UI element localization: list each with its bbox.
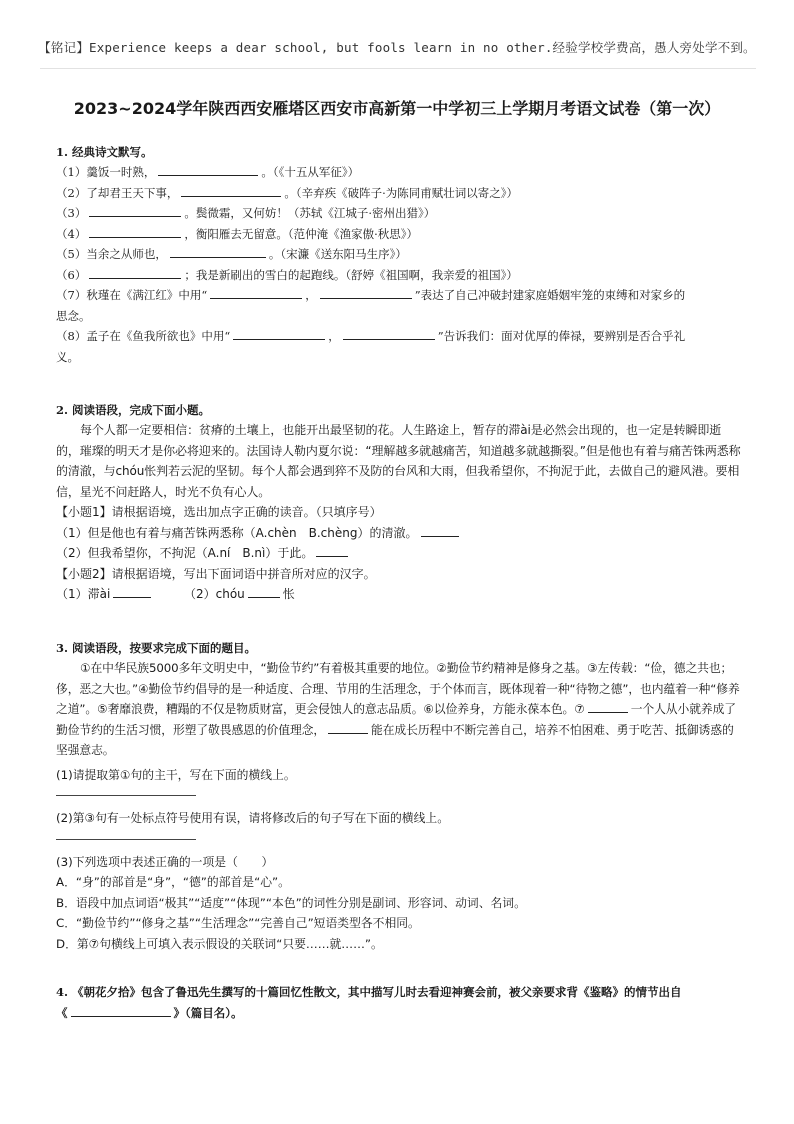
q1-item-3-suffix: 。鬓微霜，又何妨！（苏轼《江城子·密州出猎》） [184, 206, 436, 220]
q2-sub2-item-2-text: （2）chóu [183, 587, 245, 601]
q4-answer-line [56, 1003, 742, 1024]
q3-part-1-answer-line[interactable] [56, 789, 196, 796]
q1-item-8-blank-a[interactable] [233, 326, 325, 340]
q1-item-2-blank[interactable] [181, 183, 281, 197]
q2-subquestion-2: 【小题2】请根据语境，写出下面词语中拼音所对应的汉字。 [56, 566, 376, 581]
q3-passage-blank-2[interactable] [328, 720, 368, 734]
q2-sub2-item-2-blank[interactable] [248, 584, 280, 598]
q1-item-6-blank[interactable] [89, 265, 181, 279]
q2-reading-passage: 每个人都一定要相信：贫瘠的土壤上，也能开出最坚韧的花。人生路途上，暂存的滞ài是必然会出现的，也一定是转瞬即逝的，璀璨的明天才是你必将迎来的。法国诗人勒内夏尔说：“理解越多就越痛苦，知道越多就越撕裂。”但是他也有着与痛苦铢两悉称的清澈，与chóu怅判若云泥的坚韧。每个人都会遇到猝不及防的台风和大雨，但我希望你，不拘泥于此，去做自己的避风港。要相信，星光不问赶路人，时光不负有心人。 [56, 423, 741, 499]
q2-subquestion-1: 【小题1】请根据语境，选出加点字正确的读音。（只填序号） [56, 505, 382, 519]
q3-part-3: (3)下列选项中表述正确的一项是（ ） [56, 854, 274, 869]
question-1-heading: 1. 经典诗文默写。 [56, 145, 153, 159]
q1-item-5 [56, 244, 742, 265]
q3-part-2-answer-line[interactable] [56, 833, 196, 840]
q1-item-8-suffix: ”告诉我们：面对优厚的俸禄，要辨别是否合乎礼 [437, 329, 686, 343]
question-2-heading: 2. 阅读语段，完成下面小题。 [56, 403, 211, 417]
question-3-heading: 3. 阅读语段，按要求完成下面的题目。 [56, 641, 257, 655]
q1-item-5-prefix: （5）当余之从师也， [56, 247, 167, 261]
q1-item-4 [56, 224, 742, 245]
q1-item-8-blank-b[interactable] [343, 326, 435, 340]
q1-item-8-continued: 义。 [56, 349, 79, 364]
question-2 [56, 400, 742, 605]
q2-sub2-item-1-text: （1）滞ài [56, 587, 111, 601]
q1-item-7-prefix: （7）秋瑾在《满江红》中用“ [56, 288, 208, 302]
q1-item-7-suffix: ”表达了自己冲破封建家庭婚姻牢笼的束缚和对家乡的 [414, 288, 686, 302]
q1-item-2 [56, 183, 742, 204]
q1-item-7-blank-b[interactable] [320, 285, 412, 299]
q3-option-c: C．“勤俭节约”“修身之基”“生活理念”“完善自己”短语类型各不相同。 [56, 916, 420, 930]
q2-sub1-item-2-text: （2）但我希望你，不拘泥（A.ní B.nì）于此。 [56, 546, 314, 560]
q1-item-6-prefix: （6） [56, 267, 87, 282]
q3-part-2: (2)第③句有一处标点符号使用有误，请将修改后的句子写在下面的横线上。 [56, 811, 449, 825]
q2-sub2-item-1-blank[interactable] [113, 584, 151, 598]
q1-item-7-comma: ， [305, 288, 317, 302]
q1-item-7-blank-a[interactable] [210, 285, 302, 299]
q1-item-5-blank[interactable] [170, 244, 266, 258]
q1-item-8-comma: ， [328, 329, 340, 343]
q2-sub2-item-2-suffix: 怅 [282, 587, 295, 601]
q3-passage-part-c: 能在成长历程中不断完善自己，培养不怕困难、勇于吃苦、抵御诱惑的坚强意志。 [56, 722, 734, 757]
header-divider [40, 68, 756, 69]
q3-passage-part-b: 一个人从小就养成了勤俭节约的生活习惯，形塑了敬畏感恩的价值理念， [56, 702, 736, 737]
q3-option-a: A．“身”的部首是“身”，“德”的部首是“心”。 [56, 875, 290, 889]
q2-sub1-item-1-text: （1）但是他也有着与痛苦铢两悉称（A.chèn B.chèng）的清澈。 [56, 525, 418, 540]
q1-item-3-blank[interactable] [89, 203, 181, 217]
q3-option-b: B．语段中加点词语“极其”“适度”“体现”“本色”的词性分别是副词、形容词、动词、名词。 [56, 895, 526, 910]
q1-item-5-suffix: 。（宋濂《送东阳马生序》） [268, 247, 407, 261]
q1-item-1-prefix: （1）羹饭一时熟， [56, 165, 156, 179]
q3-passage-blank-1[interactable] [588, 699, 628, 713]
page-title: 2023~2024学年陕西西安雁塔区西安市高新第一中学初三上学期月考语文试卷（第一次） [73, 99, 721, 118]
question-1 [56, 142, 742, 367]
q1-item-4-blank[interactable] [89, 224, 181, 238]
q1-item-4-prefix: （4） [56, 226, 87, 241]
q1-item-4-suffix: ，衡阳雁去无留意。（范仲淹《渔家傲·秋思》） [184, 226, 418, 241]
q1-item-8-prefix: （8）孟子在《鱼我所欲也》中用“ [56, 329, 231, 343]
question-4 [56, 982, 742, 1023]
q2-sub1-item-2 [56, 543, 742, 564]
question-3 [56, 638, 742, 954]
q1-item-3 [56, 203, 742, 224]
q3-reading-passage [56, 658, 742, 761]
q1-item-1-blank[interactable] [158, 162, 258, 176]
q1-item-1 [56, 162, 742, 183]
q2-sub2-items [56, 584, 742, 605]
q1-item-6-suffix: ；我是新刷出的雪白的起跑线。（舒婷《祖国啊，我亲爱的祖国》） [184, 267, 518, 282]
q1-item-7 [56, 285, 742, 306]
q1-item-7-continued: 思念。 [56, 308, 91, 323]
q1-item-2-suffix: 。（辛弃疾《破阵子·为陈同甫赋壮词以寄之》） [284, 185, 518, 200]
q3-option-d: D．第⑦句横线上可填入表示假设的关联词“只要……就……”。 [56, 936, 383, 951]
q3-part-1: (1)请提取第①句的主干，写在下面的横线上。 [56, 767, 296, 782]
q4-blank[interactable] [71, 1003, 171, 1017]
q1-item-2-prefix: （2）了却君王天下事， [56, 185, 179, 200]
q1-item-6 [56, 265, 742, 286]
q4-open-bracket: 《 [56, 1005, 68, 1020]
q4-suffix: 》（篇目名）。 [173, 1005, 243, 1020]
q3-passage-part-a: ①在中华民族5000多年文明史中，“勤俭节约”有着极其重要的地位。②勤俭节约精神是修身之基。③左传载：“俭，德之共也；侈，恶之大也。”④勤俭节约倡导的是一种适度、合理、节用的生活理念，于个体而言，既体现着一种“待物之德”，也内蕴着一种“修养之道”。⑤奢靡浪费，糟蹋的不仅是物质财富，更会侵蚀人的意志品质。⑥以俭养身，方能永葆本色。⑦ [56, 661, 740, 716]
q1-item-1-suffix: 。（《十五从军征》） [261, 165, 360, 179]
page-header-motto: 【铭记】Experience keeps a dear school, but fools learn in no other.经验学校学费高，愚人旁处学不到。 [38, 40, 756, 55]
q2-sub1-item-2-blank[interactable] [316, 543, 348, 557]
q1-item-8 [56, 326, 742, 347]
q4-prompt: 4. 《朝花夕拾》包含了鲁迅先生撰写的十篇回忆性散文，其中描写儿时去看迎神赛会前，被父亲要求背《鉴略》的情节出自 [56, 985, 682, 999]
q2-sub1-item-1 [56, 523, 742, 544]
q2-sub1-item-1-blank[interactable] [421, 523, 459, 537]
q1-item-3-prefix: （3） [56, 206, 87, 220]
